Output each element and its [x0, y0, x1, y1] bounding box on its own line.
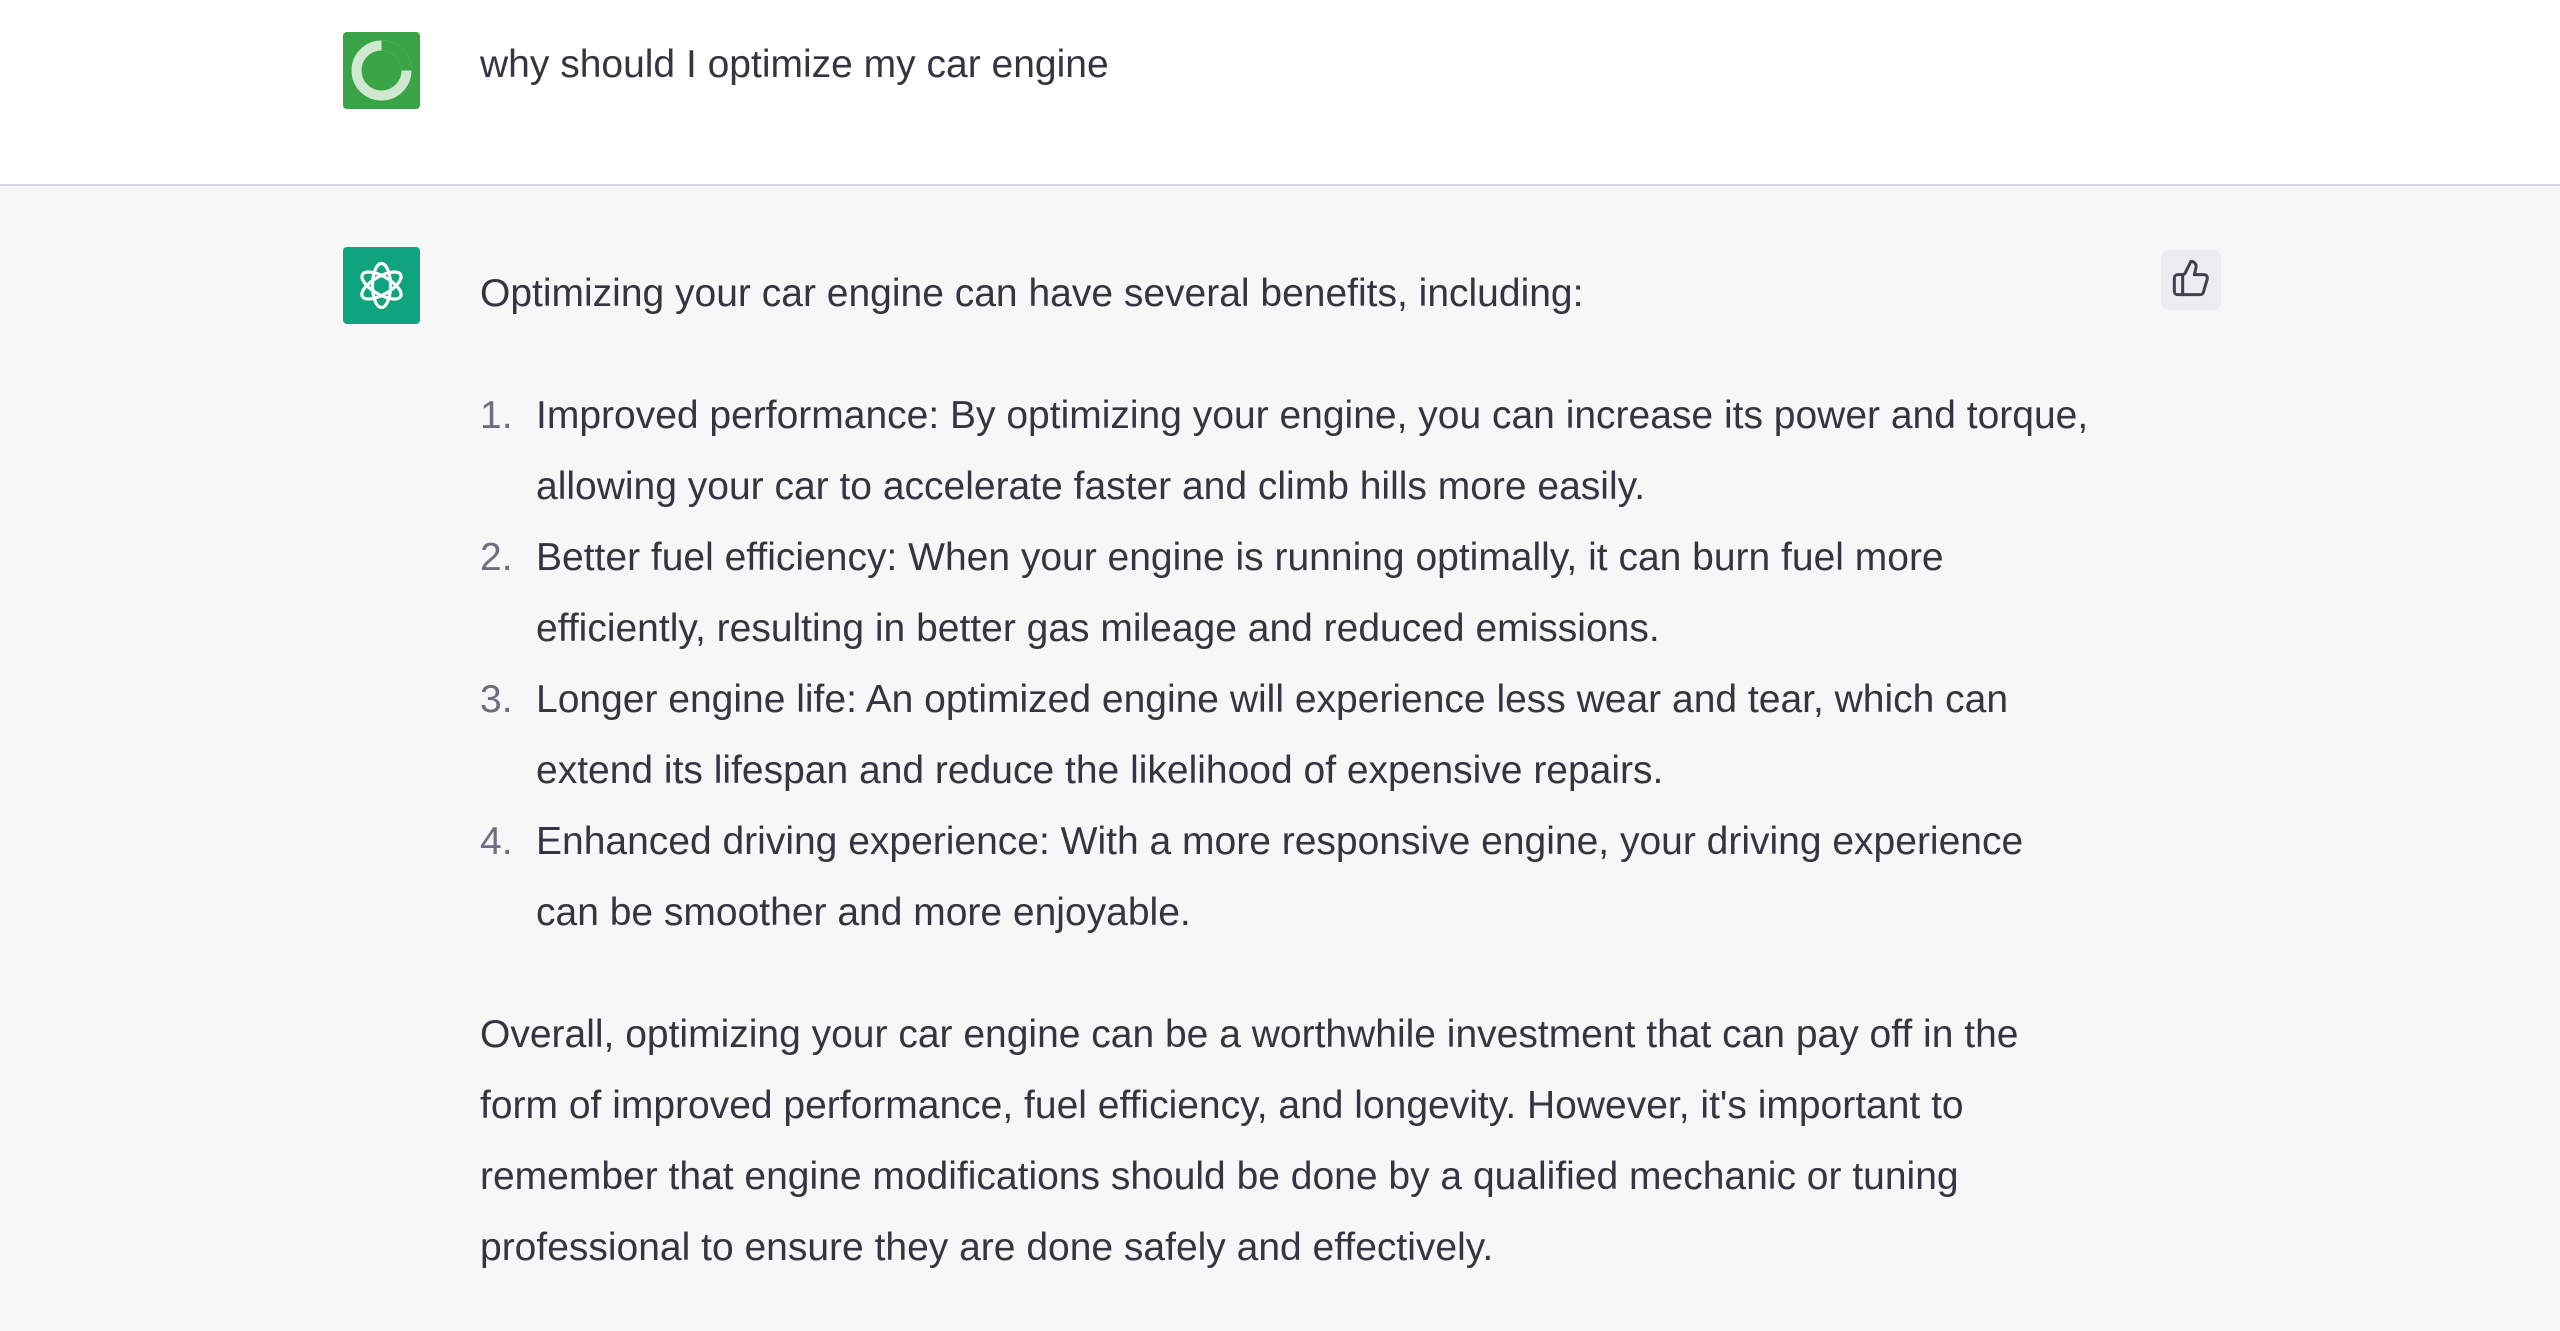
- thumbs-up-button[interactable]: [2161, 250, 2221, 310]
- list-item-text: Better fuel efficiency: When your engine is running optimally, it can burn fuel more efficiently, resulting in better gas mileage and reduced emissions.: [536, 536, 1944, 650]
- thumbs-up-icon: [2171, 258, 2211, 303]
- assistant-intro-text: Optimizing your car engine can have several benefits, including:: [480, 272, 1584, 315]
- list-item-text: Enhanced driving experience: With a more responsive engine, your driving experience can be smoother and more enjoyable.: [536, 820, 2024, 934]
- list-item-number: 4.: [480, 820, 513, 863]
- benefits-list: [480, 380, 2090, 948]
- assistant-message-content: [480, 258, 2090, 1283]
- list-item-number: 3.: [480, 678, 513, 721]
- assistant-conclusion-text: Overall, optimizing your car engine can be a worthwhile investment that can pay off in the form of improved performance, fuel efficiency, and longevity. However, it's important to remember that engine modifications should be done by a qualified mechanic or tuning professional to ensure they are done safely and effectively.: [480, 1013, 2019, 1269]
- list-item: [480, 664, 2090, 806]
- list-item: [480, 522, 2090, 664]
- assistant-message-row: [0, 186, 2560, 1331]
- list-item: [480, 380, 2090, 522]
- list-item: [480, 806, 2090, 948]
- list-item-number: 2.: [480, 536, 513, 579]
- list-item-number: 1.: [480, 394, 513, 437]
- user-message-text: why should I optimize my car engine: [480, 43, 1109, 86]
- openai-logo-icon: [343, 247, 420, 324]
- list-item-text: Improved performance: By optimizing your engine, you can increase its power and torque, allowing your car to accelerate faster and climb hills more easily.: [536, 394, 2089, 508]
- user-message-row: [0, 0, 2560, 186]
- user-avatar-icon: [343, 32, 420, 109]
- list-item-text: Longer engine life: An optimized engine will experience less wear and tear, which can extend its lifespan and reduce the likelihood of expensive repairs.: [536, 678, 2009, 792]
